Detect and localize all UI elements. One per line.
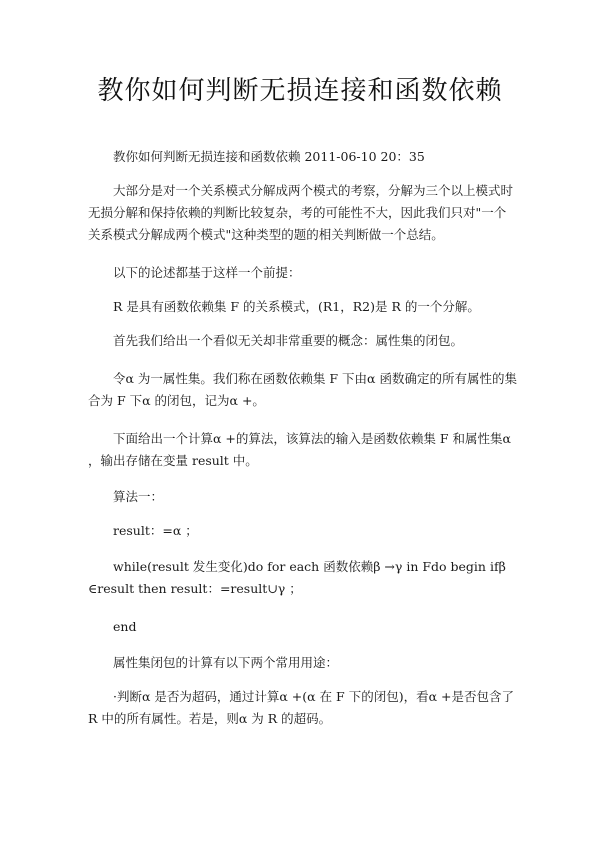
algorithm-label: 算法一：	[113, 489, 164, 504]
byline-paragraph: 教你如何判断无损连接和函数依赖 2011-06-10 20：35	[113, 149, 425, 164]
closure-uses-paragraph: 属性集闭包的计算有以下两个常用用途：	[113, 655, 339, 670]
premise-paragraph: 以下的论述都基于这样一个前提：	[113, 265, 301, 280]
document-title: 教你如何判断无损连接和函数依赖	[97, 76, 503, 106]
algorithm-intro-paragraph: 下面给出一个计算α +的算法，该算法的输入是函数依赖集 F 和属性集α ，输出存储在变量 result 中。	[88, 431, 511, 468]
closure-concept-paragraph: 首先我们给出一个看似无关却非常重要的概念：属性集的闭包。	[113, 333, 464, 348]
superkey-bullet-paragraph: ·判断α 是否为超码，通过计算α +(α 在 F 下的闭包)，看α +是否包含了 R 中的所有属性。若是，则α 为 R 的超码。	[88, 689, 514, 726]
closure-definition-paragraph: 令α 为一属性集。我们称在函数依赖集 F 下由α 函数确定的所有属性的集合为 F 下α 的闭包，记为α +。	[88, 371, 517, 408]
algorithm-line-loop: while(result 发生变化)do for each 函数依赖β →γ in Fdo begin ifβ ∈result then result：=result∪γ ；	[88, 559, 506, 596]
intro-paragraph: 大部分是对一个关系模式分解成两个模式的考察，分解为三个以上模式时无损分解和保持依赖的判断比较复杂，考的可能性不大，因此我们只对"一个关系模式分解成两个模式"这种类型的题的相关判断做一个总结。	[88, 183, 514, 242]
schema-paragraph: R 是具有函数依赖集 F 的关系模式，(R1，R2)是 R 的一个分解。	[113, 299, 480, 314]
algorithm-line-end: end	[113, 619, 137, 634]
algorithm-line-init: result：=α ；	[113, 523, 198, 538]
